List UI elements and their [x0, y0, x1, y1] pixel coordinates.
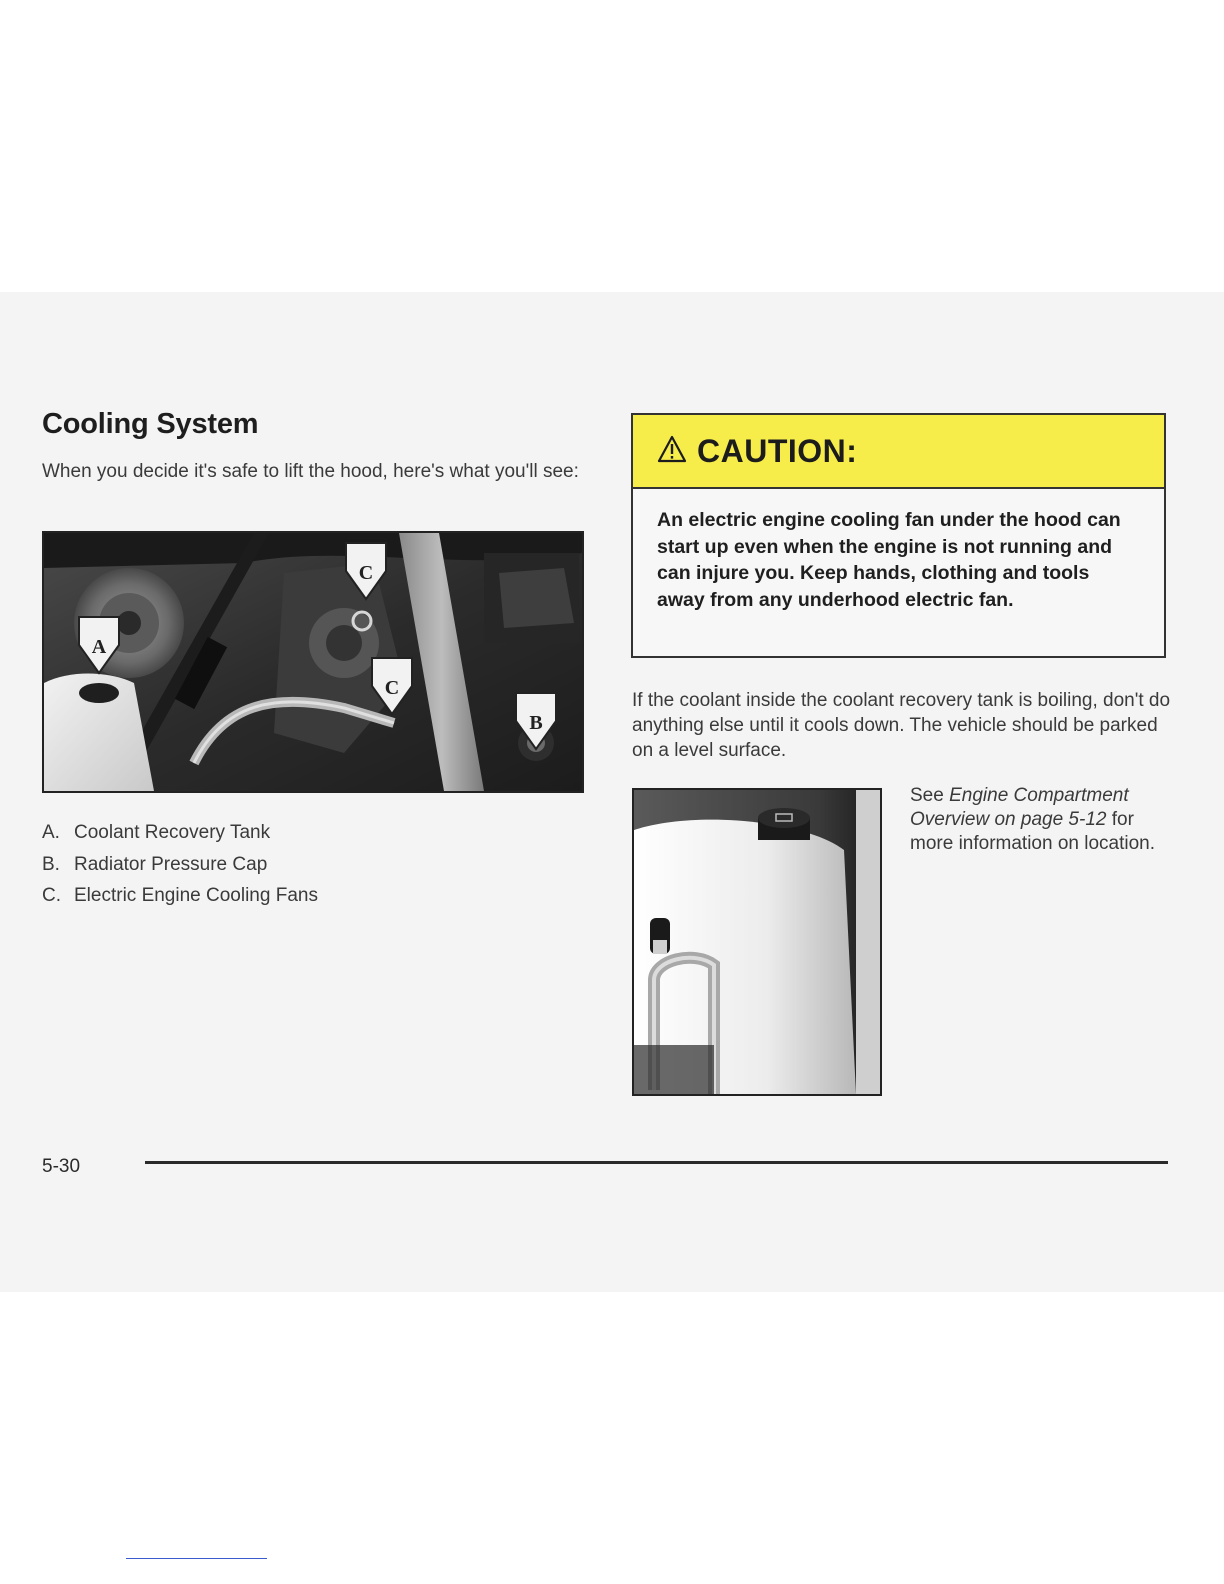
- footer-rule: [145, 1161, 1168, 1164]
- callout-legend: [42, 820, 318, 915]
- callout-c-label-bottom: C: [384, 677, 400, 699]
- underline-decoration: [126, 1558, 267, 1559]
- legend-item-c: [42, 883, 318, 915]
- warning-triangle-icon: [657, 435, 687, 463]
- legend-item-b: [42, 852, 318, 884]
- see-also-text: [910, 784, 1170, 856]
- legend-key: B.: [42, 853, 60, 875]
- caution-box: [631, 413, 1166, 658]
- coolant-tank-photo: [632, 788, 882, 1096]
- legend-key: C.: [42, 885, 61, 906]
- legend-key: A.: [42, 822, 60, 843]
- callout-a-label: A: [91, 636, 107, 658]
- section-title: Cooling System: [42, 408, 259, 440]
- caution-header: [633, 415, 1164, 489]
- see-also-prefix: See: [910, 785, 950, 806]
- see-also-reference: Engine Compartment Overview on page 5-12: [910, 785, 1129, 830]
- see-also-suffix: for more information on location.: [910, 809, 1156, 854]
- legend-label: Coolant Recovery Tank: [74, 822, 271, 843]
- engine-compartment-photo: [42, 531, 584, 793]
- callout-b-label: B: [529, 712, 543, 734]
- caution-title: CAUTION:: [697, 432, 858, 469]
- legend-label: Radiator Pressure Cap: [74, 853, 268, 875]
- intro-paragraph: When you decide it's safe to lift the hood, here's what you'll see:: [42, 461, 579, 482]
- caution-body: An electric engine cooling fan under the hood can start up even when the engine is not running and can injure you. Keep hands, clothing and tools away from any underhood electric fan.: [657, 509, 1121, 611]
- page-number: 5-30: [42, 1156, 81, 1177]
- boiling-note: If the coolant inside the coolant recovery tank is boiling, don't do anything else until it cools down. The vehicle should be parked on a level surface.: [632, 690, 1171, 761]
- legend-item-a: [42, 820, 318, 852]
- legend-label: Electric Engine Cooling Fans: [74, 885, 318, 906]
- callout-c-label-top: C: [358, 562, 374, 584]
